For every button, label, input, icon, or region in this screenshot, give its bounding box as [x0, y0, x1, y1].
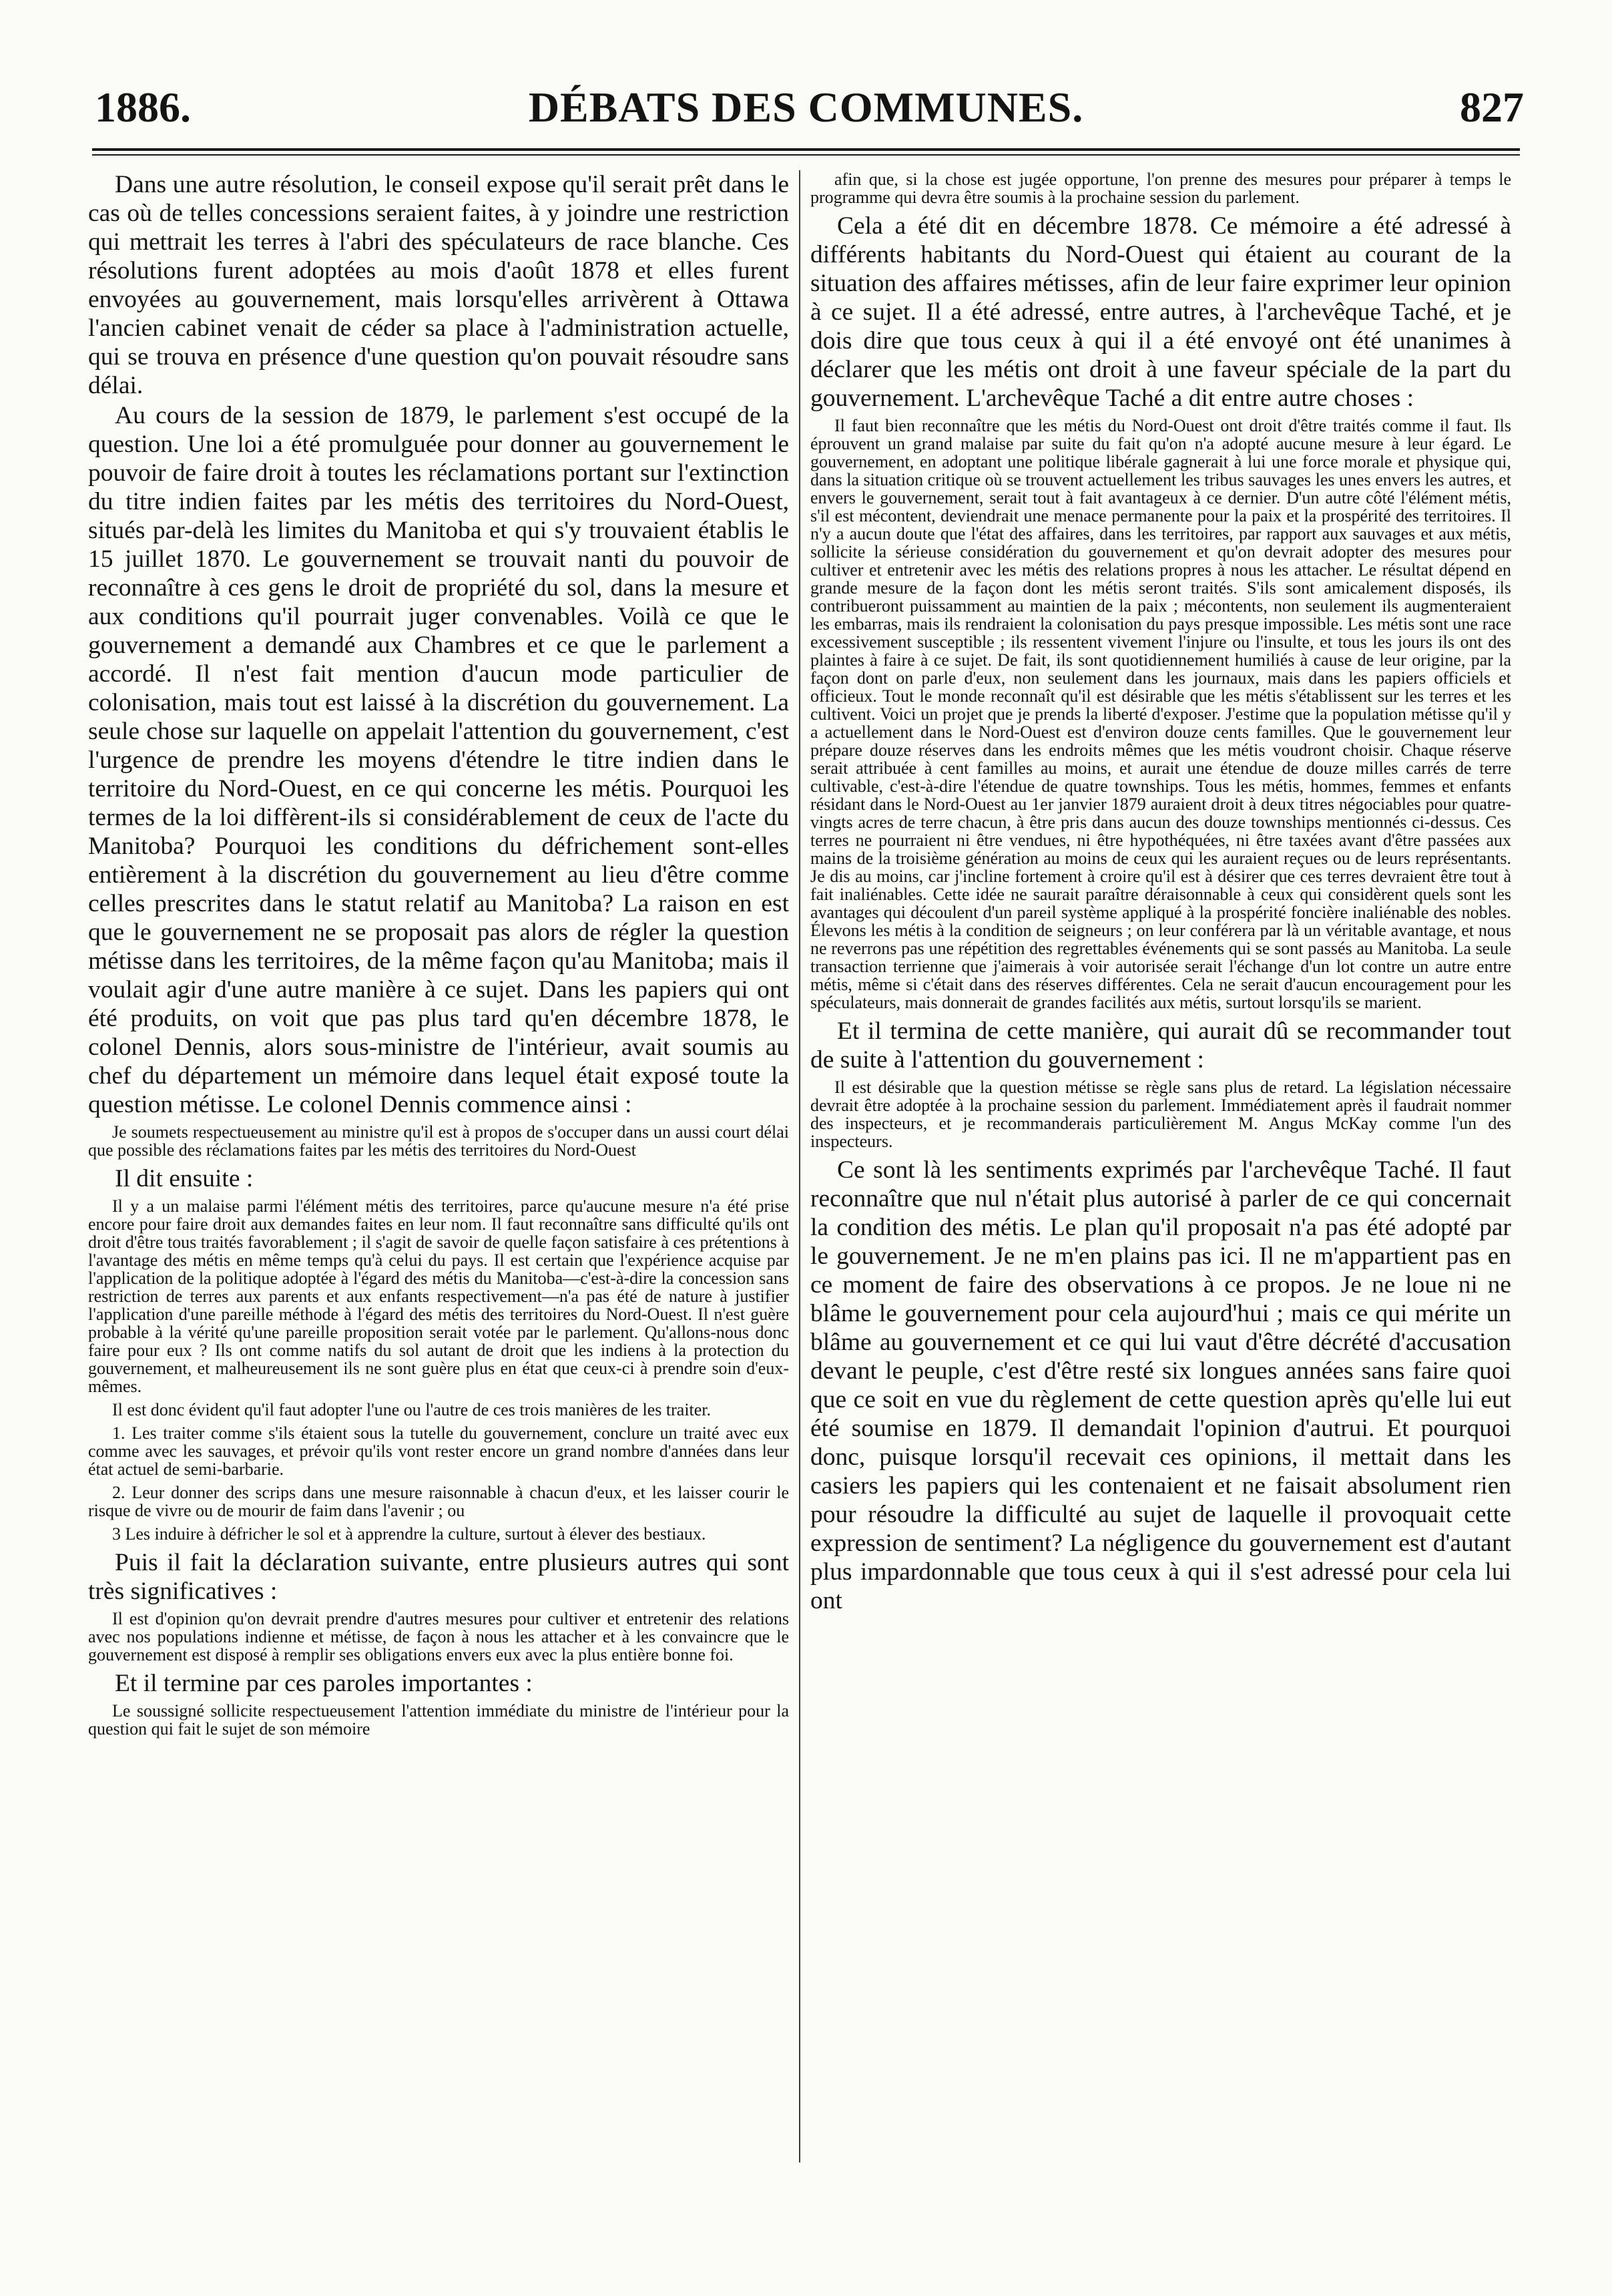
paragraph: Et il termine par ces paroles importantes : — [115, 1670, 533, 1697]
quoted-passage: 1. Les traiter comme s'ils étaient sous la tutelle du gouvernement, conclure un traité avec eux comme avec les sauvages, et prévoir qu'ils vont rester encore un grand nombre d'années dans leur état actuel de semi-barbarie. — [88, 1423, 789, 1479]
left-column — [88, 170, 789, 2162]
header-title: DÉBATS DES COMMUNES. — [528, 83, 1084, 131]
header-year: 1886. — [95, 83, 191, 131]
quoted-passage: Il y a un malaise parmi l'élément métis des territoires, parce qu'aucune mesure n'a été prise encore pour faire droit aux demandes faites en leur nom. Il faut reconnaître sans difficulté qu'ils ont droit d'être tous traités favorablement ; il s'agit de savoir de quelle façon satisfaire à ces prétentions à l'avantage des métis en même temps qu'à celui du pays. Il est certain que l'expérience acquise par l'application de la politique adoptée à l'égard des métis du Manitoba—c'est-à-dire la concession sans restriction de terres aux parents et aux enfants respectivement—n'a pas été de nature à justifier l'application d'une pareille méthode à l'égard des métis des territoires du Nord-Ouest. Il n'est guère probable à la vérité qu'une pareille proposition serait votée par le parlement. Qu'allons-nous donc faire pour eux ? Ils ont comme natifs du sol autant de droit que les indiens à la protection du gouvernement, et malheureusement ils ne sont guère plus en état que ceux-ci à prendre soin d'eux-mêmes. — [88, 1196, 789, 1396]
column-divider — [799, 170, 800, 2162]
header-page-number: 827 — [1460, 83, 1524, 131]
quoted-passage: Il est désirable que la question métisse se règle sans plus de retard. La législation nécessaire devrait être adoptée à la prochaine session du parlement. Immédiatement après il faudrait nommer des inspecteurs, et je recommanderais particulièrement M. Angus McKay comme l'un des inspecteurs. — [810, 1078, 1511, 1151]
quoted-passage: 3 Les induire à défricher le sol et à apprendre la culture, surtout à élever des bestiaux. — [112, 1524, 706, 1544]
quoted-passage: Le soussigné sollicite respectueusement l'attention immédiate du ministre de l'intérieur pour la question qui fait le sujet de son mémoire — [88, 1701, 789, 1739]
paragraph: Il dit ensuite : — [115, 1165, 254, 1192]
paragraph: Cela a été dit en décembre 1878. Ce mémoire a été adressé à différents habitants du Nord-Ouest qui étaient au courant de la situation des affaires métisses, afin de leur faire exprimer leur opinion à ce sujet. Il a été adressé, entre autres, à l'archevêque Taché, et je dois dire que tous ceux à qui il a été envoyé ont été unanimes à déclarer que les métis ont droit à une faveur spéciale de la part du gouvernement. L'archevêque Taché a dit entre autre choses : — [810, 212, 1511, 412]
paragraph: Au cours de la session de 1879, le parlement s'est occupé de la question. Une loi a été promulguée pour donner au gouvernement le pouvoir de faire droit à toutes les réclamations portant sur l'extinction du titre indien faites par les métis des territoires du Nord-Ouest, situés par-delà les limites du Manitoba et qui s'y trouvaient établis le 15 juillet 1870. Le gouvernement se trouvait nanti du pouvoir de reconnaître à ces gens le droit de propriété du sol, dans la mesure et aux conditions qu'il pourrait juger convenables. Voilà ce que le gouvernement a demandé aux Chambres et ce que le parlement a accordé. Il n'est fait mention d'aucun mode particulier de colonisation, mais tout est laissé à la discrétion du gouvernement. La seule chose sur laquelle on appelait l'attention du gouvernement, c'est l'urgence de prendre les moyens d'étendre le titre indien dans le territoire du Nord-Ouest, en ce qui concerne les métis. Pourquoi les termes de la loi diffèrent-ils si considérablement de ceux de l'acte du Manitoba? Pourquoi les conditions du défrichement sont-elles entièrement à la discrétion du gouvernement au lieu d'être comme celles prescrites dans le statut relatif au Manitoba? La raison en est que le gouvernement ne se proposait pas alors de régler la question métisse dans les territoires, de la même façon qu'au Manitoba; mais il voulait agir d'une autre manière à ce sujet. Dans les papiers qui ont été produits, on voit que pas plus tard qu'en décembre 1878, le colonel Dennis, alors sous-ministre de l'intérieur, avait soumis au chef du département un mémoire dans lequel était exposé toute la question métisse. Le colonel Dennis commence ainsi : — [88, 402, 789, 1118]
paragraph: Dans une autre résolution, le conseil expose qu'il serait prêt dans le cas où de telles concessions seraient faites, à y joindre une restriction qui mettrait les terres à l'abri des spéculateurs de race blanche. Ces résolutions furent adoptées au mois d'août 1878 et elles furent envoyées au gouvernement, mais lorsqu'elles arrivèrent à Ottawa l'ancien cabinet venait de céder sa place à l'administration actuelle, qui se trouva en présence d'une question qu'on pouvait résoudre sans délai. — [88, 171, 789, 399]
quoted-passage: Je soumets respectueusement au ministre qu'il est à propos de s'occuper dans un aussi court délai que possible des réclamations faites par les métis des territoires du Nord-Ouest — [88, 1122, 789, 1160]
header-rule-thin — [92, 154, 1520, 156]
quoted-passage: Il est d'opinion qu'on devrait prendre d'autres mesures pour cultiver et entretenir des relations avec nos populations indienne et métisse, de façon à nous les attacher et à les convaincre que le gouvernement est disposé à remplir ses obligations envers eux avec la plus entière bonne foi. — [88, 1609, 789, 1664]
right-column — [810, 170, 1511, 2162]
header-rule — [92, 148, 1520, 151]
paragraph: Ce sont là les sentiments exprimés par l'archevêque Taché. Il faut reconnaître que nul n'était plus autorisé à parler de ce qui concernait la condition des métis. Le plan qu'il proposait n'a pas été adopté par le gouvernement. Je ne m'en plains pas ici. Il ne m'appartient pas en ce moment de faire des observations à ce propos. Je ne loue ni ne blâme le gouvernement pour cela aujourd'hui ; mais ce qui mérite un blâme au gouvernement et ce qui lui vaut d'être décrété d'accusation devant le peuple, c'est d'être resté six longues années sans faire quoi que ce soit en vue du règlement de cette question après qu'elle lui eut été soumise en 1879. Il demandait l'opinion d'autrui. Et pourquoi donc, puisque lorsqu'il recevait ces opinions, il mettait dans les casiers les papiers qui les contenaient et ne faisait absolument rien pour résoudre la difficulté au sujet de laquelle il provoquait cette expression de sentiment? La négligence du gouvernement est d'autant plus impardonnable que tous ceux à qui il s'est adressé pour cela lui ont — [810, 1156, 1511, 1614]
quoted-passage: Il est donc évident qu'il faut adopter l'une ou l'autre de ces trois manières de les traiter. — [112, 1400, 712, 1419]
quoted-passage: Il faut bien reconnaître que les métis du Nord-Ouest ont droit d'être traités comme il faut. Ils éprouvent un grand malaise par suite du fait qu'on n'a adopté aucune mesure à leur égard. Le gouvernement, en adoptant une politique libérale gagnerait à lui une force morale et physique qui, dans la situation critique où se trouvent actuellement les tribus sauvages les unes envers les autres, et envers le gouvernement, serait tout à fait avantageux à ce dernier. D'un autre côté l'élément métis, s'il est mécontent, deviendrait une menace permanente pour la paix et la prospérité des territoires. Il n'y a aucun doute que l'état des affaires, dans les territoires, par rapport aux sauvages et aux métis, sollicite la sérieuse considération du gouvernement et qu'on devrait adopter des mesures pour cultiver et entretenir avec les métis des relations propres à nous les attacher. Le résultat dépend en grande mesure de la façon dont les métis seront traités. S'ils sont amicalement disposés, ils contribueront puissamment au maintien de la paix ; mécontents, non seulement ils augmenteraient les embarras, mais ils rendraient la colonisation du pays presque impossible. Les métis sont une race excessivement susceptible ; ils ressentent vivement l'injure ou l'insulte, et tous les jours ils ont des plaintes à faire à ce sujet. De fait, ils sont quotidiennement humiliés à cause de leur origine, par la façon dont on parle d'eux, non seulement dans les journaux, mais dans les papiers officiels et officieux. Tout le monde reconnaît qu'il est désirable que les métis s'établissent sur les terres et les cultivent. Voici un projet que je prends la liberté d'exposer. J'estime que la population métisse qu'il y a actuellement dans le Nord-Ouest est d'environ douze cents familles. Que le gouvernement leur prépare douze réserves dans les endroits mêmes que les métis voudront choisir. Chaque réserve serait attribuée à cent familles au moins, et aurait une étendue de douze milles carrés de terre cultivable, c'est-à-dire l'étendue de quatre townships. Tous les métis, hommes, femmes et enfants résidant dans le Nord-Ouest au 1er janvier 1879 auraient droit à deux titres négociables pour quatre-vingts acres de terre chacun, à être pris dans aucun des douze townships mentionnés ci-dessus. Ces terres ne pourraient ni être vendues, ni être hypothéquées, ni être taxées avant d'être passées aux mains de la troisième génération au moins de ceux qui les auraient reçues ou de leurs représentants. Je dis au moins, car j'incline fortement à croire qu'il est à désirer que ces terres devraient être tout à fait inaliénables. Cette idée ne saurait paraître déraisonnable à ceux qui considèrent quels sont les avantages qui découlent d'un pareil système appliqué à la prospérité foncière inaliénable des nobles. Élevons les métis à la condition de seigneurs ; on leur conférera par là un véritable avantage, et nous ne reverrons pas une répétition des regrettables événements qui se sont passés au Manitoba. La seule transaction terrienne que j'aimerais à voir autorisée serait l'échange d'un lot contre un autre entre métis, même si c'était dans des réserves différentes. Cela ne serait d'aucun encouragement pour les spéculateurs, mais donnerait de grandes facilités aux métis, surtout lorsqu'ils se marient. — [810, 416, 1511, 1012]
quoted-passage: afin que, si la chose est jugée opportune, l'on prenne des mesures pour préparer à temps le programme qui devra être soumis à la prochaine session du parlement. — [810, 170, 1511, 207]
quoted-passage: 2. Leur donner des scrips dans une mesure raisonnable à chacun d'eux, et les laisser courir le risque de vivre ou de mourir de faim dans l'avenir ; ou — [88, 1483, 789, 1520]
page-header — [80, 83, 1532, 136]
paragraph: Puis il fait la déclaration suivante, entre plusieurs autres qui sont très significatives : — [88, 1549, 789, 1605]
paragraph: Et il termina de cette manière, qui aurait dû se recommander tout de suite à l'attention du gouvernement : — [810, 1017, 1511, 1074]
